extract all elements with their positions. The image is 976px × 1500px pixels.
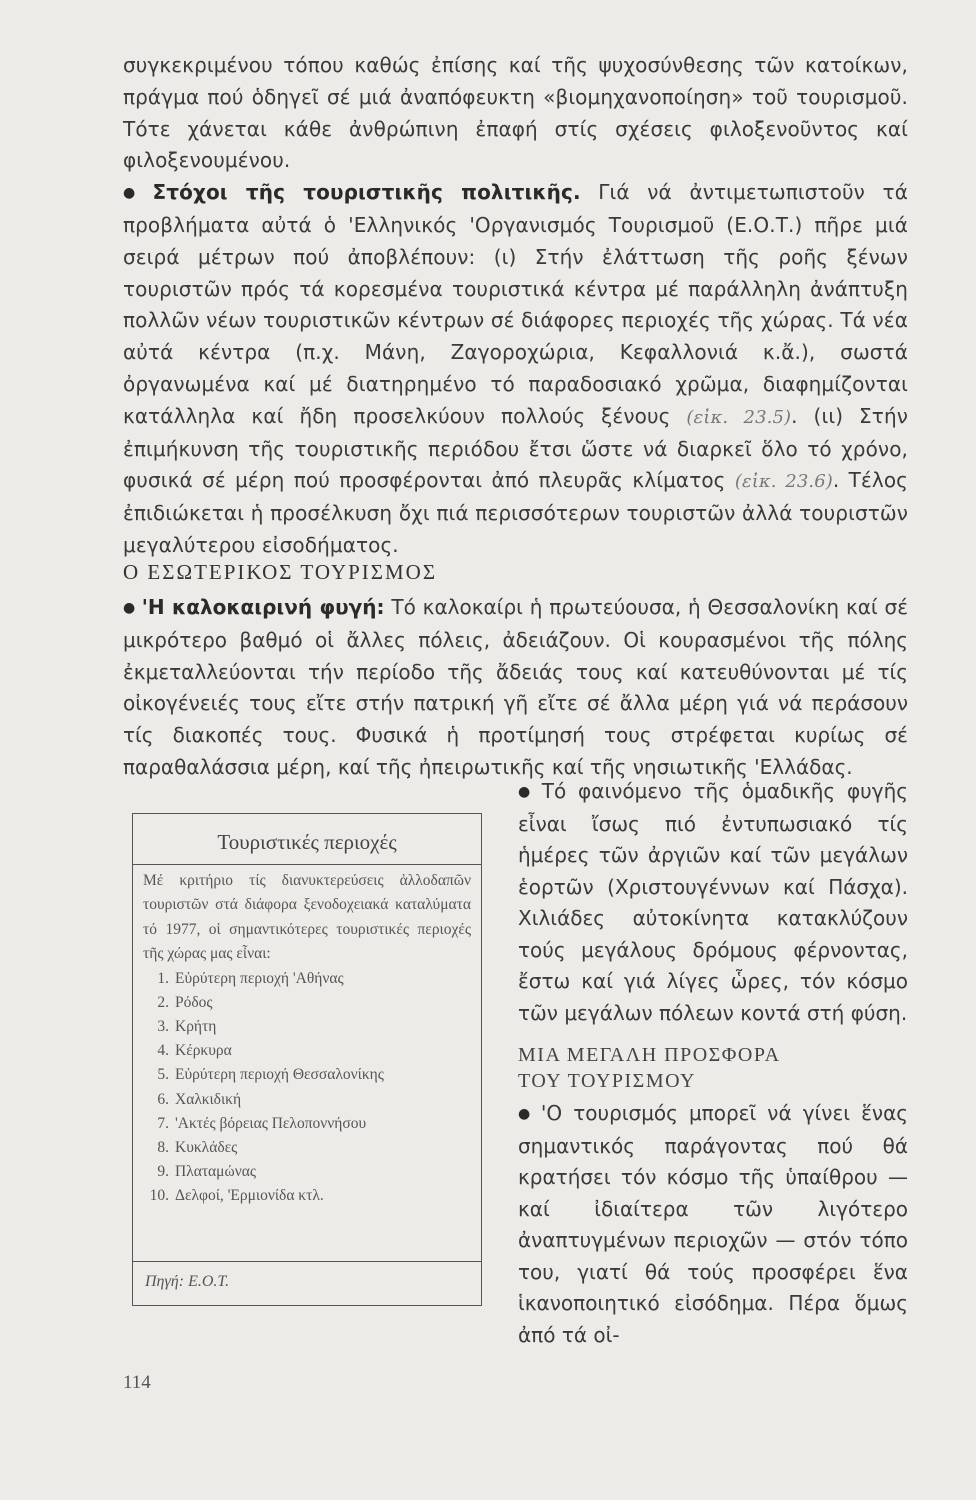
summer-paragraph <box>123 592 908 784</box>
group-escape-paragraph <box>518 776 908 1029</box>
box-intro: Μέ κριτήριο τίς διανυκτερεύσεις ἀλλοδαπῶν τουριστῶν στά διάφορα ξενοδοχειακά καταλύματα τό 1977, οἱ σημαντικότερες τουριστικές περιοχές τῆς χώρας μας εἶναι: <box>143 872 471 963</box>
summer-label: 'Η καλοκαιρινή φυγή: <box>141 595 385 619</box>
regions-list <box>143 967 471 1209</box>
tourism-offer-text: 'Ο τουρισμός μπορεῖ νά γίνει ἕνας σημαντικός παράγοντας πού θά κρατήσει τόν κόσμο τῆς ὑπαίθρου — καί ἰδιαίτερα τῶν λιγότερο ἀναπτυγμένων περιοχῶν — στόν τόπο του, γιατί θά τούς προσφέρει ἕνα ἱκανοποιητικό εἰσόδημα. Πέρα ὅμως ἀπό τά οἰ- <box>518 1101 909 1347</box>
list-item: 2. Ρόδος <box>157 993 213 1011</box>
goals-text-1: Γιά νά ἀντιμετωπιστοῦν τά προβλήματα αὐτά ὁ 'Ελληνικός 'Οργανισμός Τουρισμοῦ (Ε.Ο.Τ.) πῆρε μιά σειρά μέτρων πού ἀποβλέπουν: (ι) Στήν ἐλάττωση τῆς ροῆς ξένων τουριστῶν πρός τά κορεσμένα τουριστικά κέντρα μέ παράλληλη ἀνάπτυξη πολλῶν νέων τουριστικῶν κέντρων σέ διάφορες περιοχές τῆς χώρας. Τά νέα αὐτά κέντρα (π.χ. Μάνη, Ζαγοροχώρια, Κεφαλλονιά κ.ἄ.), σωστά ὀργανωμένα καί μέ διατηρημένο τό παραδοσιακό χρῶμα, διαφημίζονται κατάλληλα καί ἤδη προσελκύουν πολλούς ξένους <box>123 180 908 428</box>
heading-line-2: ΤΟΥ ΤΟΥΡΙΣΜΟΥ <box>518 1070 696 1092</box>
list-item: 7. 'Ακτές βόρειας Πελοποννήσου <box>157 1114 367 1132</box>
list-item: 10. Δελφοί, 'Ερμιονίδα κτλ. <box>149 1187 324 1205</box>
box-source: Πηγή: Ε.Ο.Τ. <box>133 1261 481 1305</box>
section-heading-tourism-offer <box>518 1042 781 1094</box>
tourism-offer-paragraph <box>518 1098 908 1351</box>
figure-ref-2: (εἰκ. 23.6) <box>734 471 833 493</box>
intro-text: συγκεκριμένου τόπου καθώς ἐπίσης καί τῆς ψυχοσύνθεσης τῶν κατοίκων, πράγμα πού ὁδηγεῖ σέ μιά ἀναπόφευκτη «βιομηχανοποίηση» τοῦ τουρισμοῦ. Τότε χάνεται κάθε ἀνθρώπινη ἐπαφή στίς σχέσεις φιλοξενοῦντος καί φιλοξενουμένου. <box>123 53 908 173</box>
list-item: 1. Εὐρύτερη περιοχή 'Αθήνας <box>157 969 344 987</box>
tourist-regions-box <box>132 813 482 1306</box>
box-title: Τουριστικές περιοχές <box>133 814 481 865</box>
list-item: 9. Πλαταμώνας <box>157 1163 256 1181</box>
goals-text-3: . Τέλος ἐπιδιώκεται ἡ προσέλκυση ὄχι πιά περισσότερων τουριστῶν ἀλλά τουριστῶν μεγαλύτερου εἰσοδήματος. <box>123 468 908 557</box>
bullet-icon: ● <box>518 1106 535 1122</box>
bullet-icon: ● <box>123 185 147 202</box>
group-escape-text: Τό φαινόμενο τῆς ὁμαδικῆς φυγῆς εἶναι ἴσως πιό ἐντυπωσιακό τίς ἡμέρες τῶν ἀργιῶν καί τῶν μεγάλων ἑορτῶν (Χριστουγέννων καί Πάσχα). Χιλιάδες αὐτοκίνητα κατακλύζουν τούς μεγάλους δρόμους φέρνοντας, ἔστω καί γιά λίγες ὧρες, τόν κόσμο τῶν μεγάλων πόλεων κοντά στή φύση. <box>518 779 908 1025</box>
list-item: 8. Κυκλάδες <box>157 1139 238 1157</box>
figure-ref-1: (εἰκ. 23.5) <box>686 406 792 428</box>
intro-paragraph <box>123 50 908 562</box>
bullet-icon: ● <box>518 784 536 800</box>
list-item: 4. Κέρκυρα <box>157 1042 232 1060</box>
goals-text-2: . (ιι) Στήν ἐπιμήκυνση τῆς τουριστικῆς περιόδου ἔτσι ὥστε νά διαρκεῖ ὅλο τό χρόνο, φυσικά σέ μέρη πού προσφέρονται ἀπό πλευρᾶς κλίματος <box>123 403 908 493</box>
page-number: 114 <box>123 1372 151 1393</box>
summer-text: Τό καλοκαίρι ἡ πρωτεύουσα, ἡ Θεσσαλονίκη καί σέ μικρότερο βαθμό οἱ ἄλλες πόλεις, ἀδειάζουν. Οἱ κουρασμένοι τῆς πόλης ἐκμεταλλεύονται τήν περίοδο τῆς ἄδειάς τους καί κατευθύνονται μέ τίς οἰκογένειές τους εἴτε στήν πατρική γῆ εἴτε σέ ἄλλα μέρη γιά νά περάσουν τίς διακοπές τους. Φυσικά ἡ προτίμησή τους στρέφεται κυρίως σέ παραθαλάσσια μέρη, καί τῆς ἠπειρωτικῆς καί τῆς νησιωτικῆς 'Ελλάδας. <box>123 595 909 779</box>
goals-label: Στόχοι τῆς τουριστικῆς πολιτικῆς. <box>152 180 581 205</box>
heading-line-1: ΜΙΑ ΜΕΓΑΛΗ ΠΡΟΣΦΟΡΑ <box>518 1044 781 1066</box>
list-item: 6. Χαλκιδική <box>157 1090 242 1108</box>
box-body <box>133 865 481 1209</box>
section-heading-domestic-tourism: Ο ΕΣΩΤΕΡΙΚΟΣ ΤΟΥΡΙΣΜΟΣ <box>123 560 438 584</box>
bullet-icon: ● <box>123 600 136 616</box>
list-item: 3. Κρήτη <box>157 1018 217 1036</box>
list-item: 5. Εὐρύτερη περιοχή Θεσσαλονίκης <box>157 1066 384 1084</box>
